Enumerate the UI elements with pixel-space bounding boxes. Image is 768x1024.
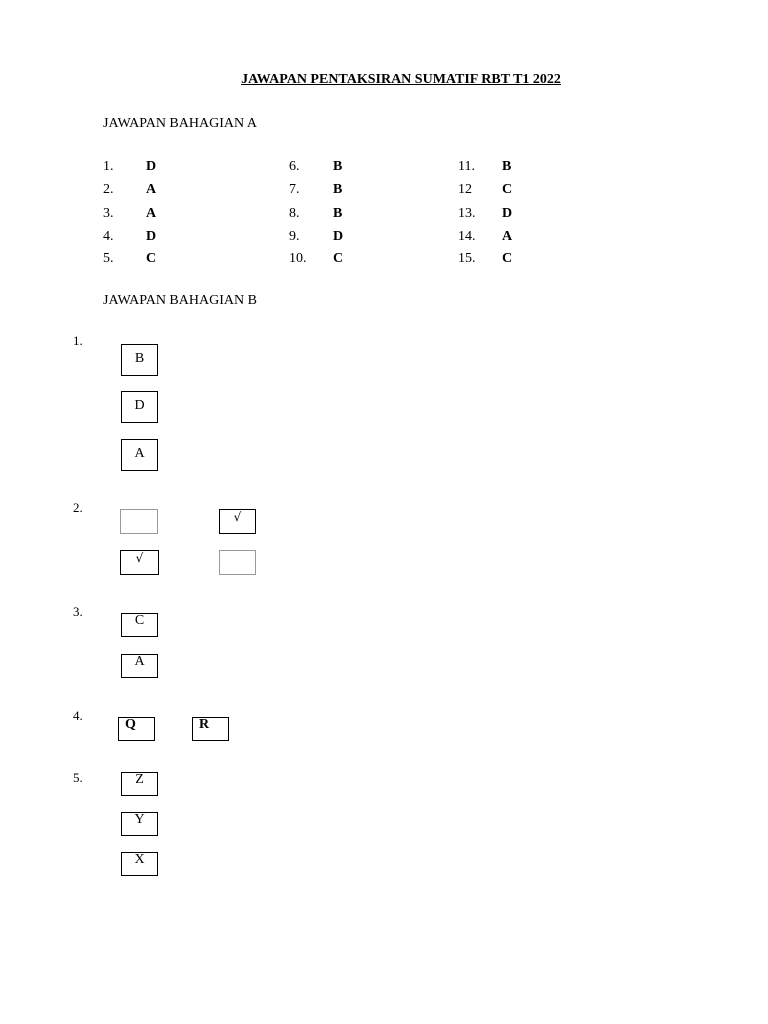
section-a-answer-13: D [502,206,513,221]
section-a-heading: JAWAPAN BAHAGIAN A [103,116,257,131]
section-a-number-5: 5. [103,251,114,266]
section-a-answer-7: B [333,182,343,197]
section-a-answer-1: D [146,159,157,174]
section-a-number-12: 12 [458,182,472,197]
answer-box: R [192,717,229,741]
section-a-answer-14: A [502,229,513,244]
section-a-number-7: 7. [289,182,300,197]
section-a-number-9: 9. [289,229,300,244]
section-b-question-5-number: 5. [73,770,83,785]
section-a-number-2: 2. [103,182,114,197]
section-a-answer-10: C [333,251,344,266]
section-a-answer-6: B [333,159,343,174]
section-b-question-1-number: 1. [73,333,83,348]
section-b-question-4-number: 4. [73,708,83,723]
answer-box: C [121,613,158,637]
section-a-number-1: 1. [103,159,114,174]
section-a-answer-2: A [146,182,157,197]
section-a-number-13: 13. [458,206,476,221]
checkbox-ticked: √ [219,509,256,534]
checkbox-empty [219,550,256,575]
section-a-number-11: 11. [458,159,475,174]
section-b-heading: JAWAPAN BAHAGIAN B [103,293,257,308]
section-a-answer-12: C [502,182,513,197]
section-b-question-3-number: 3. [73,604,83,619]
answer-box: A [121,439,158,471]
section-a-number-15: 15. [458,251,476,266]
section-a-answer-9: D [333,229,344,244]
section-a-number-6: 6. [289,159,300,174]
section-a-number-4: 4. [103,229,114,244]
section-a-answer-15: C [502,251,513,266]
section-a-number-3: 3. [103,206,114,221]
answer-box: Q [118,717,155,741]
checkbox-empty [120,509,158,534]
section-a-answer-5: C [146,251,157,266]
answer-box: Z [121,772,158,796]
section-a-answer-3: A [146,206,157,221]
answer-box: D [121,391,158,423]
answer-box: X [121,852,158,876]
section-a-number-10: 10. [289,251,307,266]
checkbox-ticked: √ [120,550,159,575]
answer-box: Y [121,812,158,836]
section-a-number-8: 8. [289,206,300,221]
section-a-answer-11: B [502,159,512,174]
section-a-answer-8: B [333,206,343,221]
section-b-question-2-number: 2. [73,500,83,515]
section-a-number-14: 14. [458,229,476,244]
section-a-answer-4: D [146,229,157,244]
answer-box: B [121,344,158,376]
answer-box: A [121,654,158,678]
page-title: JAWAPAN PENTAKSIRAN SUMATIF RBT T1 2022 [241,72,561,87]
